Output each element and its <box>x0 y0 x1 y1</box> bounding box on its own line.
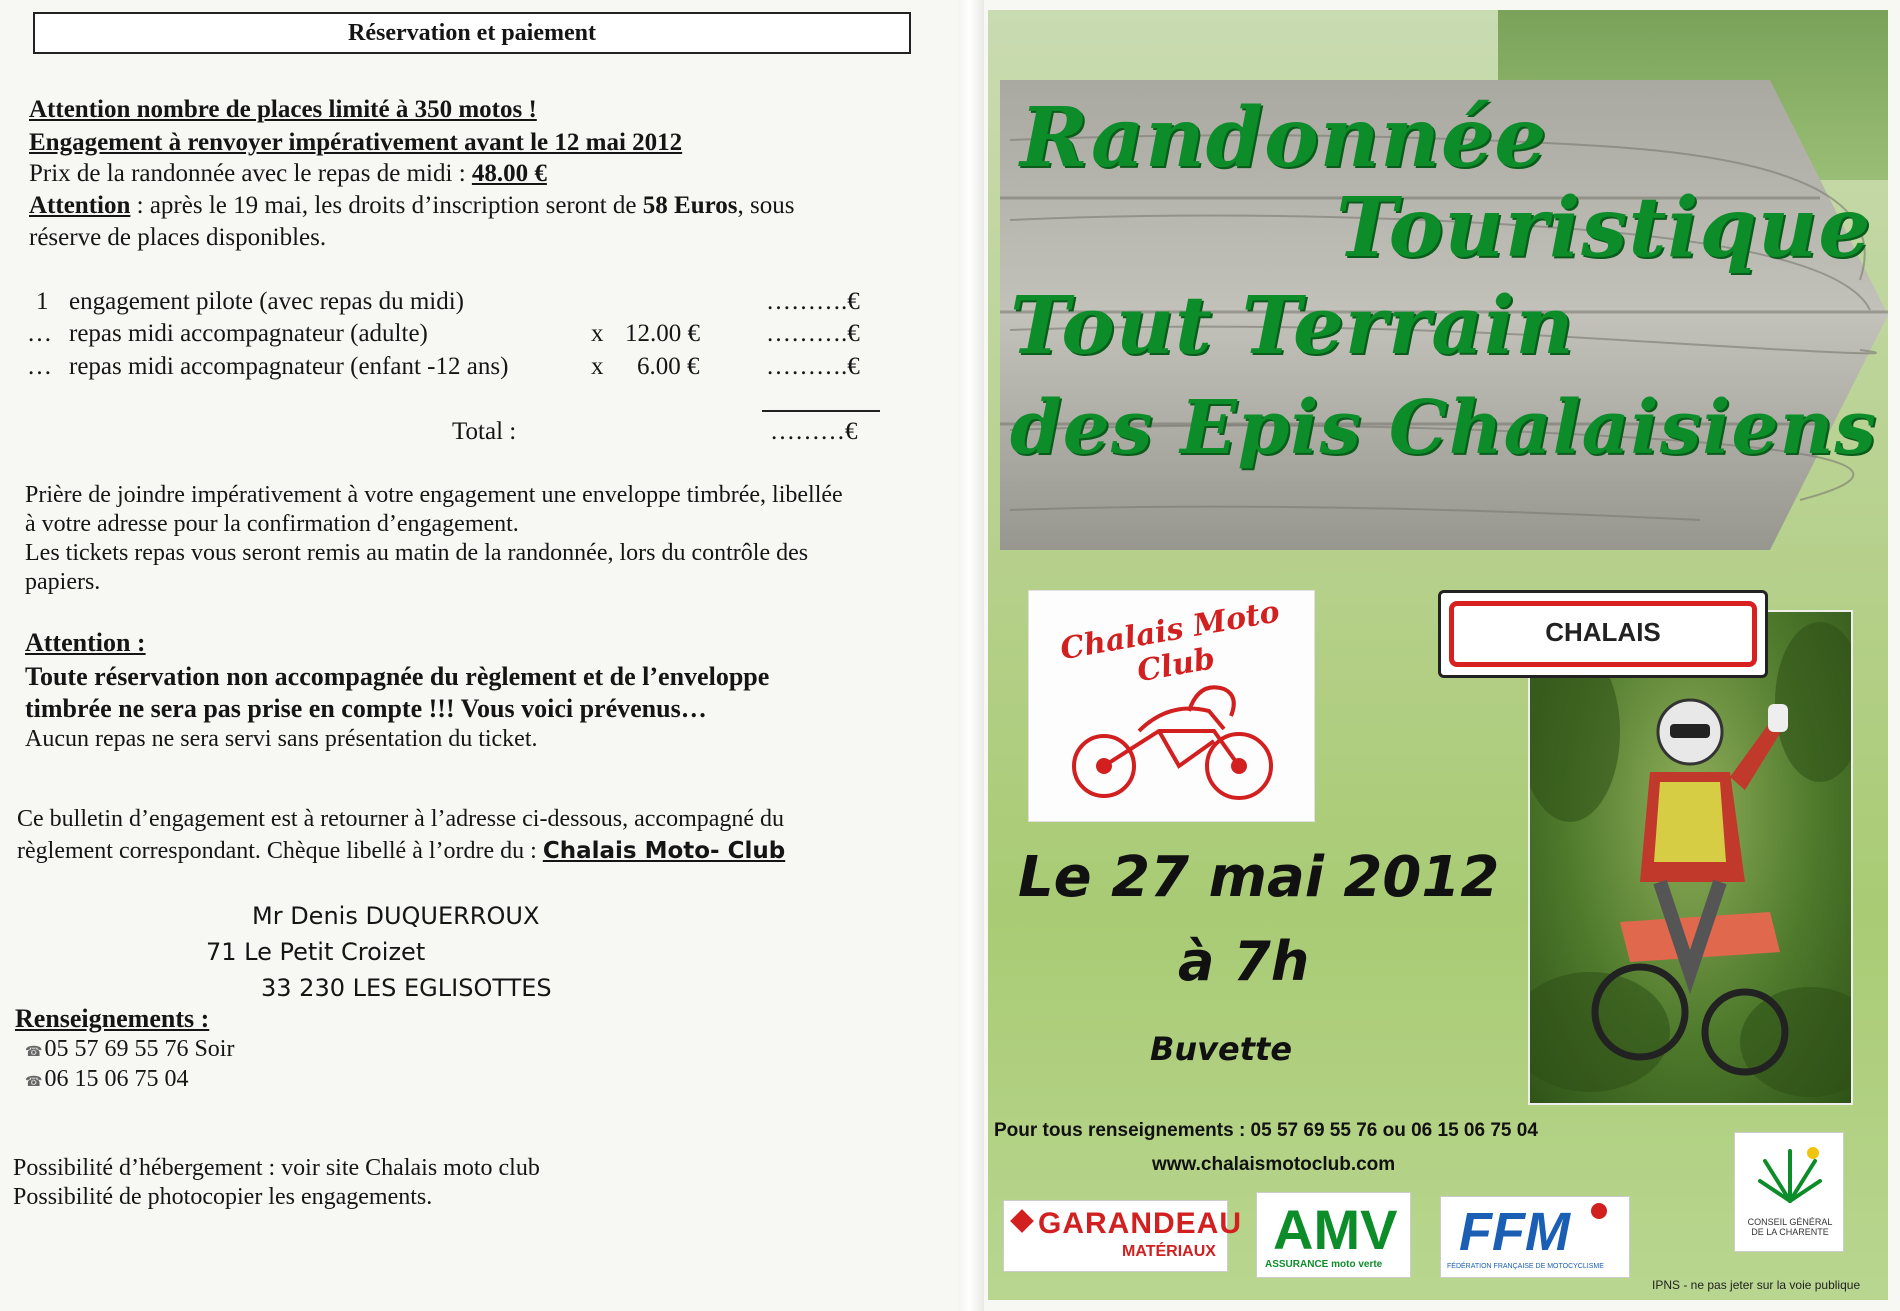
row-2-mult: x <box>591 320 604 347</box>
bulletin-line-1: Ce bulletin d’engagement est à retourner à l’adresse ci-dessous, accompagné du <box>17 806 785 832</box>
row-3-mult: x <box>591 353 604 380</box>
row-2-total: ……….€ <box>766 320 860 347</box>
contact-line: Pour tous renseignements : 05 57 69 55 76 ou 06 15 06 75 04 <box>994 1120 1538 1141</box>
garandeau-logo-icon <box>1010 1209 1034 1233</box>
info-title: Renseignements : <box>15 1004 210 1033</box>
envelope-line-1: Prière de joindre impérativement à votre engagement une enveloppe timbrée, libellée <box>25 482 843 508</box>
address-city: 33 230 LES EGLISOTTES <box>261 974 552 1002</box>
tickets-line-1: Les tickets repas vous seront remis au matin de la randonnée, lors du contrôle des <box>25 540 809 566</box>
event-date: Le 27 mai 2012 <box>1018 845 1500 910</box>
sponsor-1-sub: MATÉRIAUX <box>1122 1243 1216 1260</box>
row-2-price: 12.00 € <box>625 320 700 347</box>
phone-line-1 <box>25 1036 234 1063</box>
total-value: ………€ <box>770 418 858 445</box>
page-fold <box>958 0 984 1311</box>
row-3-desc: repas midi accompagnateur (enfant -12 ans) <box>69 353 509 380</box>
event-time: à 7h <box>1178 930 1310 993</box>
phone-1: 05 57 69 55 76 Soir <box>44 1036 235 1062</box>
row-3-total: ……….€ <box>766 353 860 380</box>
title-line-3: Tout Terrain <box>1010 278 1575 372</box>
flyer-panel <box>988 10 1888 1300</box>
total-label: Total : <box>452 418 517 445</box>
places-limit-notice: Attention nombre de places limité à 350 motos ! <box>29 96 537 123</box>
envelope-line-2: à votre adresse pour la confirmation d’engagement. <box>25 511 519 537</box>
warning-title: Attention : <box>25 628 146 657</box>
row-2-desc: repas midi accompagnateur (adulte) <box>69 320 428 347</box>
phone-2: 06 15 06 75 04 <box>44 1066 189 1092</box>
address-name: Mr Denis DUQUERROUX <box>252 902 540 930</box>
warning-line-1: Toute réservation non accompagnée du règlement et de l’enveloppe <box>25 662 770 691</box>
sponsor-1-name: GARANDEAU <box>1038 1207 1242 1240</box>
bulletin-line-2 <box>17 838 785 865</box>
rider-illustration <box>1530 612 1851 1103</box>
phone-icon: ☎ <box>25 1075 43 1090</box>
late-fee-suffix: , sous <box>737 192 795 219</box>
lodging-line: Possibilité d’hébergement : voir site Chalais moto club <box>13 1155 540 1181</box>
late-fee-text: : après le 19 mai, les droits d’inscription seront de <box>130 192 643 219</box>
town-sign-text: CHALAIS <box>1449 601 1757 667</box>
address-street: 71 Le Petit Croizet <box>206 938 426 966</box>
ipns-notice: IPNS - ne pas jeter sur la voie publique <box>1652 1278 1861 1292</box>
row-1-desc: engagement pilote (avec repas du midi) <box>69 288 464 315</box>
deadline-notice: Engagement à renvoyer impérativement avant le 12 mai 2012 <box>29 129 683 156</box>
price-value: 48.00 € <box>471 160 547 187</box>
sponsor-2-name: AMV <box>1273 1198 1398 1261</box>
rider-photo <box>1528 610 1853 1105</box>
sponsor-ffm <box>1440 1196 1630 1278</box>
row-2-qty: … <box>27 320 52 347</box>
row-1-total: ……….€ <box>766 288 860 315</box>
sponsor-2-sub: ASSURANCE moto verte <box>1265 1259 1383 1270</box>
ffm-dot-icon <box>1591 1203 1607 1219</box>
sponsor-4-sub: CONSEIL GÉNÉRAL DE LA CHARENTE <box>1747 1217 1833 1237</box>
photocopy-line: Possibilité de photocopier les engagements. <box>13 1184 433 1210</box>
reservation-header: Réservation et paiement <box>33 12 911 54</box>
phone-line-2 <box>25 1066 188 1093</box>
bulletin-club: Chalais Moto- Club <box>542 838 786 864</box>
title-line-2: Touristique <box>1336 180 1872 276</box>
tickets-line-2: papiers. <box>25 569 101 595</box>
website-line[interactable]: www.chalaismotoclub.com <box>1152 1154 1396 1175</box>
club-logo-text: Chalais Moto Club <box>1057 594 1283 690</box>
price-line <box>29 160 547 188</box>
sponsor-3-sub: FÉDÉRATION FRANÇAISE DE MOTOCYCLISME <box>1447 1263 1604 1270</box>
warning-line-2: timbrée ne sera pas prise en compte !!! Vous voici prévenus… <box>25 694 707 723</box>
late-fee-label: Attention <box>29 192 131 219</box>
late-fee-amount: 58 Euros <box>642 192 738 219</box>
late-fee-line <box>29 192 794 220</box>
price-label: Prix de la randonnée avec le repas de midi : <box>29 160 466 187</box>
row-1-qty: 1 <box>36 288 49 315</box>
sponsor-garandeau <box>1003 1200 1242 1272</box>
total-rule <box>762 410 880 412</box>
warning-line-3: Aucun repas ne sera servi sans présentation du ticket. <box>25 726 538 752</box>
buvette-label: Buvette <box>1150 1030 1293 1068</box>
title-line-1: Randonnée <box>1020 90 1548 186</box>
late-fee-line-2: réserve de places disponibles. <box>29 224 327 251</box>
town-sign <box>1438 590 1768 678</box>
sponsor-3-name: FFM <box>1459 1202 1570 1262</box>
conseil-general-logo-icon <box>1755 1141 1825 1211</box>
row-3-qty: … <box>27 353 52 380</box>
title-line-4: des Epis Chalaisiens <box>1010 385 1878 471</box>
sponsor-amv <box>1256 1192 1411 1278</box>
row-3-price: 6.00 € <box>637 353 700 380</box>
sponsor-conseil-general <box>1734 1132 1844 1252</box>
bulletin-text: règlement correspondant. Chèque libellé à l’ordre du : <box>17 838 537 864</box>
phone-icon: ☎ <box>25 1045 43 1060</box>
motorcycle-icon <box>1049 671 1299 811</box>
club-logo <box>1028 590 1315 822</box>
